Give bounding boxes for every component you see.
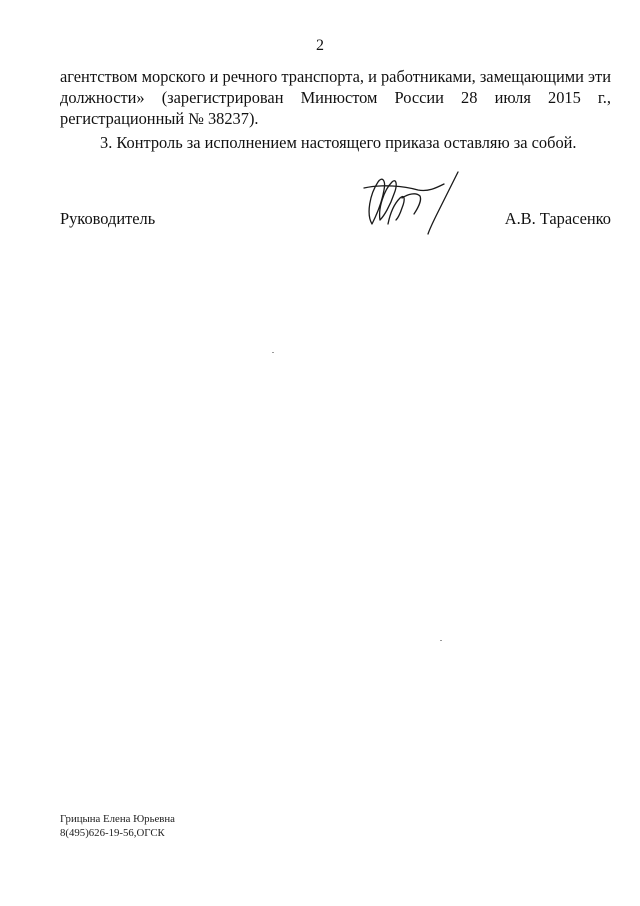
signatory-role: Руководитель [60, 209, 156, 228]
scan-speck [440, 640, 442, 641]
paragraph-item-3: 3. Контроль за исполнением настоящего приказа оставляю за собой. [100, 133, 577, 152]
document-body [60, 66, 611, 153]
signatory-name: А.В. Тарасенко [504, 209, 611, 228]
scan-speck [272, 352, 274, 353]
executor-contacts [60, 812, 175, 840]
executor-name: Грицына Елена Юрьевна [60, 813, 175, 825]
signature-block [60, 209, 611, 233]
handwritten-signature-icon [358, 168, 470, 238]
executor-phone: 8(495)626-19-56,ОГСК [60, 827, 165, 839]
page-number: 2 [316, 37, 324, 54]
paragraph-continuation: агентством морского и речного транспорта, и работниками, замещающими эти должности» (зарегистрирован Минюстом России 28 июля 2015 г., регистрационный № 38237). [60, 67, 611, 128]
